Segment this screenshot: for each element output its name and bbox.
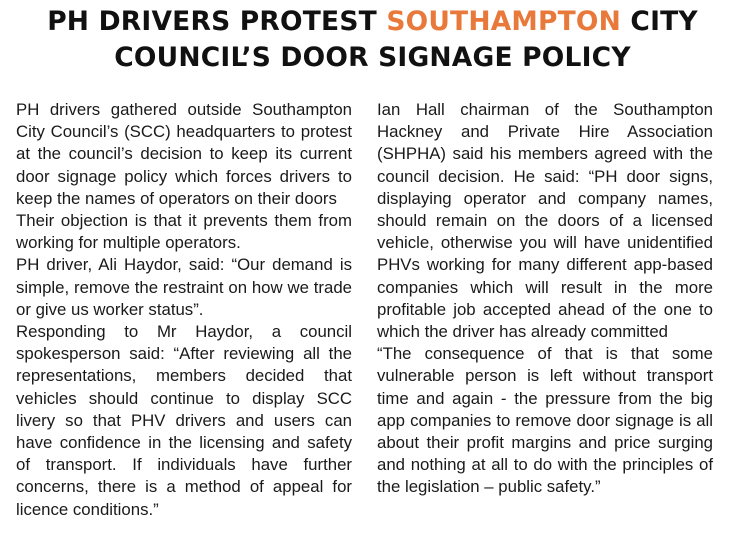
paragraph-driver-quote: PH driver, Ali Haydor, said: “Our demand is simple, remove the restraint on how we trade or give us worker status”. (16, 255, 352, 319)
article-left-column (16, 99, 352, 521)
headline-part-1: PH DRIVERS PROTEST (47, 6, 387, 37)
paragraph-consequence-quote: “The consequence of that is that some vulnerable person is left without transport time and again - the pressure from the big app companies to remove door signage is all about their profit margins and price surging and nothing at all to do with the principles of the legislation – public safety.” (377, 344, 713, 497)
paragraph-protest-intro: PH drivers gathered outside Southampton City Council’s (SCC) headquarters to protest at the council’s decision to keep its current door signage policy which forces drivers to keep the names of operators on their doors (16, 100, 352, 208)
headline-accent-word: SOUTHAMPTON (386, 6, 621, 37)
paragraph-objection: Their objection is that it prevents them from working for multiple operators. (16, 211, 352, 253)
paragraph-shpha-chairman: Ian Hall chairman of the Southampton Hackney and Private Hire Association (SHPHA) said his members agreed with the council decision. He said: “PH door signs, displaying operator and company names, should remain on the doors of a licensed vehicle, otherwise you will have unidentified PHVs working for many different app-based companies which will result in the more profitable job accepted ahead of the one to which the driver has already committed (377, 100, 713, 342)
paragraph-council-response: Responding to Mr Haydor, a council spokesperson said: “After reviewing all the representations, members decided that vehicles should continue to display SCC livery so that PHV drivers and users can have confidence in the licensing and safety of transport. If individuals have further concerns, there is a method of appeal for licence conditions.” (16, 322, 352, 519)
article-right-column (377, 99, 713, 499)
headline (0, 4, 745, 76)
headline-part-2: CITY COUNCIL’S DOOR SIGNAGE POLICY (114, 6, 698, 73)
